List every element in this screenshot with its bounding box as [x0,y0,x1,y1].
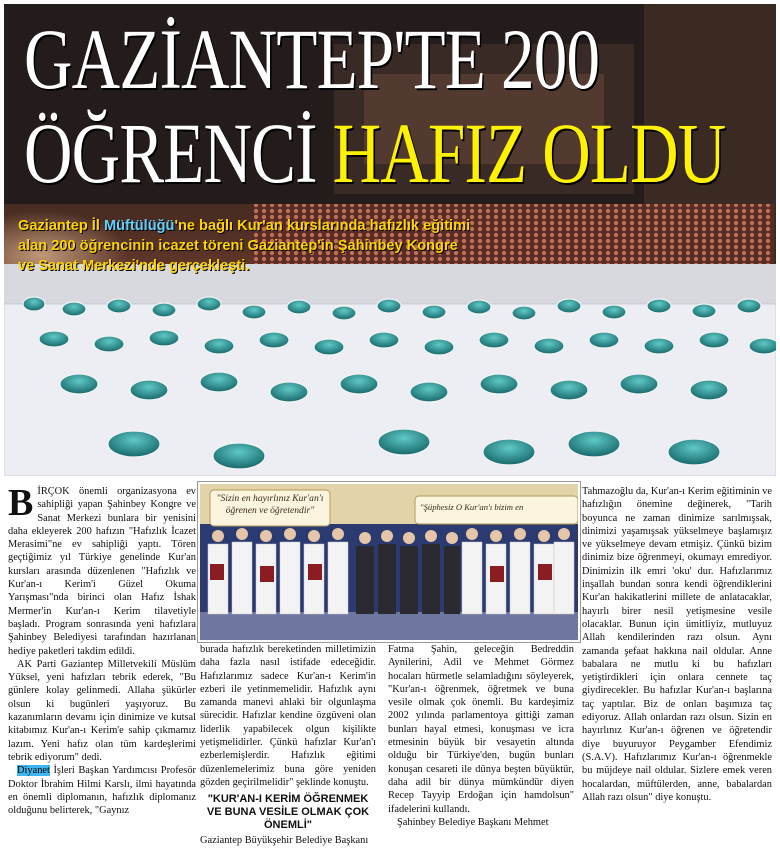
drop-cap: B [8,482,34,524]
inset-photo [198,482,580,642]
headline-line-2 [24,105,726,201]
paragraph: Şahinbey Belediye Başkanı Mehmet [397,816,549,828]
paragraph: Tahmazoğlu da, Kur'an-ı Kerim eğitiminin ve hafızlığın önemine değinerek, "Tarih boyunca ne zaman dinimize sarılmışsak, dinimizi yaşamışsak yükselmeye başlamışız ve yükselmeye devam etmişiz. Çünkü bizim dinimiz bize öğrenmeyi, okumayı emrediyor. Dinimizin ilk emri 'oku' dur. Hafızlarımız inşallah bundan sonra kendi öğrendiklerini Kur'an hakikatlerini millete de anlatacaklar, hayırlı birer nesil yetişmesine vesile olacaklar. Bunun için ümitliyiz, mutluyuz Allah kendilerinden razı olsun. Aynı zamanda şefaat hakkına nail oldular. Anne babalara ne mutlu ki bu hafızları yetiştirdikleri için onlara cennete taç giydirecekler. Bu hafızlar Kur'an-ı başlarına taç yaptılar. Biz de onları başımıza taç ediyoruz. Allah onlardan razı olsun. Sizin en hayırlınız Kur'an-ı öğrenen ve öğretendir diye buyuruyor Peygamber Efendimiz (S.A.V). Hafızlarımız Kur'an-ı öğrenmekle bu müjdeye nail oldular. Sizlere emek veren hocalardan, müftülerden, anne, babalardan Allah razı olsun" diye konuştu. [582,486,772,803]
article-column-2 [200,643,376,848]
lead-paragraph [18,216,478,276]
lead-highlight: Müftülüğü [103,218,175,234]
paragraph: AK Parti Gaziantep Milletvekili Müslüm Yüksel, yeni hafızları tebrik ederek, "Bu günlere kolay gelinmedi. Allaha şükürler olsun ki bugünleri yaşıyoruz. Bu kazanımların devamı için dinimize ve kutsal kitabımız Kur'an-ı Kerim'e sahip çıkmamız lazım. Yeni hafız olan tüm kardeşlerimi tebrik ediyorum" dedi. [8,658,196,763]
paragraph: Gaziantep Büyükşehir Belediye Başkanı [200,835,369,847]
banner-quote-left: "Sizin en hayırlınız Kur'an'ı öğrenen ve öğretendir" [216,493,324,516]
headline-line-1: GAZİANTEP'TE 200 [24,11,600,107]
paragraph: burada hafızlık bereketinden milletimizin daha fazla nasıl istifade edeceğidir. Hafızlarımız sadece Kur'an-ı Kerim'in ezberi ile yetinmemelidir. Hafızlık aynı zamanda manevi ahlaki bir olgunlaşma sürecidir. Hafızlar kendine özgüveni olan liderlik yapabilecek olgun kişilikte yetişmelidirler. Çünkü hafızlar Kur'an'ı ezberlemişlerdir. Hafızlık eğitimi düzenlemelerimiz buna göre yeniden gözden geçirilmelidir" şeklinde konuştu. [200,644,376,788]
paragraph [8,482,196,658]
highlighted-word: Diyanet [17,765,50,777]
banner-quote-right: "Şüphesiz O Kur'an'ı bizim en [420,502,524,512]
headline-white-word: ÖĞRENCİ [24,105,317,201]
headline-yellow-words: HAFIZ OLDU [332,105,726,201]
article-column-4 [582,485,772,804]
paragraph-text: İRÇOK önemli organizasyona ev sahipliği yapan Şahinbey Kongre ve Sanat Merkezi bunlara bir yenisini daha ekleyerek 200 hafızın "Hafızlık İcazet Merasimi"ne ev sahipliği yaptı. Tören geçtiğimiz yıl Türkiye genelinde Kur'an kursları arasında düzenlenen "Hafızlık ve Kur'an-ı Kerim'i Güzel Okuma Yarışması"nda birinci olan Hafız İshak Mermer'in Kur'an-ı Kerim tilavetiyle başladı. Program sonrasında yeni hafızlara Şahinbey Belediyesi tarafından hazırlanan hediye paketleri takdim edildi. [8,486,196,657]
subheading: "KUR'AN-I KERİM ÖĞRENMEK VE BUNA VESİLE OLMAK ÇOK ÖNEMLİ" [206,793,370,832]
paragraph-text: İşleri Başkan Yardımcısı Profesör Doktor İbrahim Hilmi Karslı, ilmi hayatında en önemli diplomanın, hafızlık diplomanız olduğunu belirterek, "Gaynız [8,765,196,817]
lead-part-1: Gaziantep İl [18,218,104,234]
hero-photo [4,4,776,476]
paragraph [8,764,196,817]
lead-part-2: 'ne bağlı Kur'an kurslarında hafızlık eğitimi alan 200 öğrencinin icazet töreni Gaziantep'in Şahinbey Kongre ve Sanat Merkezi'nde gerçekleşti. [18,218,471,274]
article-column-1 [8,482,196,817]
article-column-3 [388,643,574,829]
paragraph: Fatma Şahin, geleceğin Bedreddin Aynilerini, Adil ve Mehmet Görmez hocaları hürmetle selamladığını söyleyerek, "Kur'an-ı öğrenmek, öğretmek ve buna vesile olmak çok önemli. Bu kardeşimiz 2002 yılında parlamentoya gittiği zaman bunları hayal etmesi, konuşması ve icra etmesinin büyük bir vesayetin altında olduğu bir Türkiye'den, bugün bunları konuşan cesareti ile dünya beşten büyüktür, daha adil bir dünya mümkündür diyen Recep Tayyip Erdoğan için hamdolsun" ifadelerini kullandı. [388,644,574,815]
